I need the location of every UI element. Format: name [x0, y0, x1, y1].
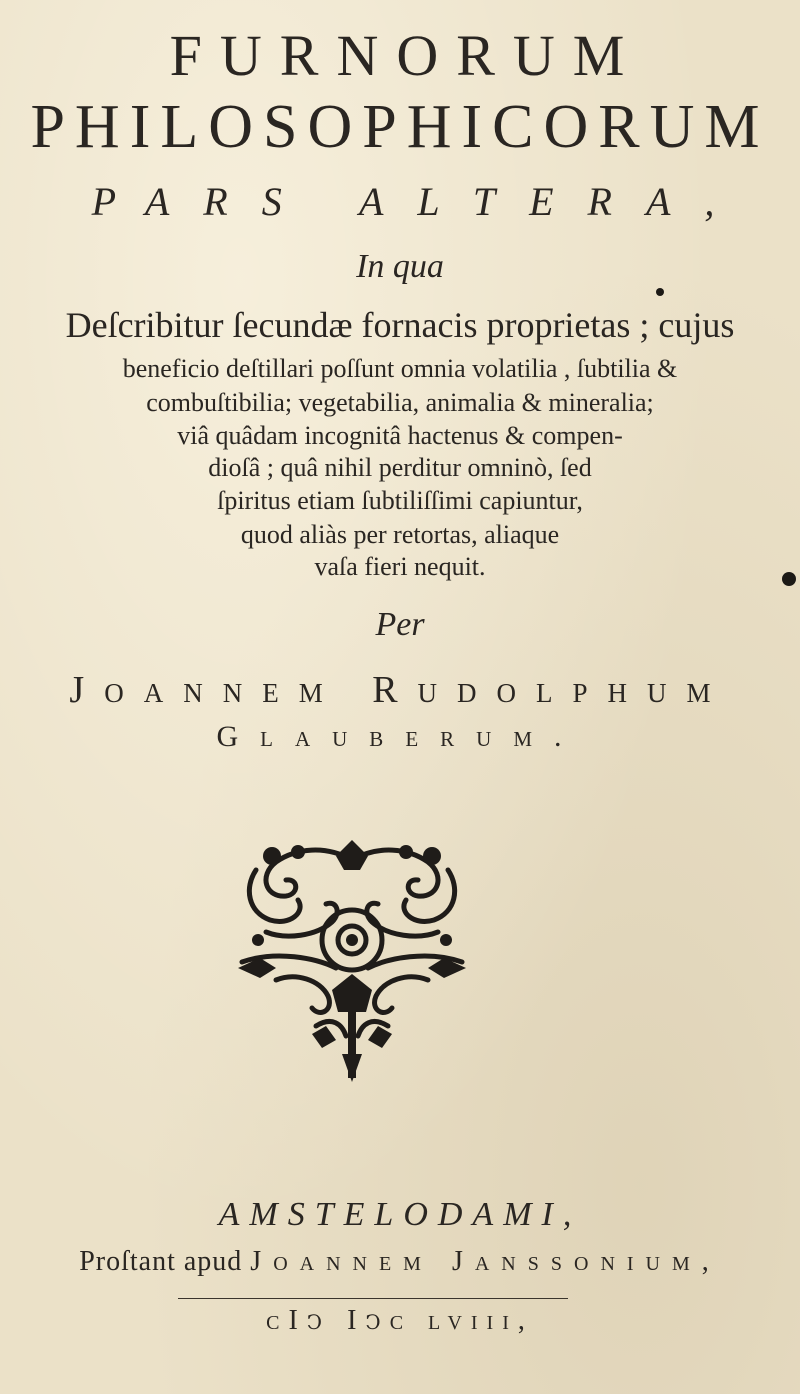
description-line-2: beneficio deſtillari poſſunt omnia volatilia , ſubtilia & — [122, 354, 678, 383]
byline-per: Per — [375, 606, 425, 643]
title-line-pars-altera: PARS ALTERA, — [91, 179, 749, 224]
imprint-prefix: Proſtant apud — [79, 1246, 243, 1277]
description-line-1: Deſcribitur ſecundæ fornacis proprietas ; cujus — [65, 305, 735, 345]
author-name-line-1: Joannem Rudolphum — [69, 669, 731, 711]
imprint-publisher-name: Joannem Janssonium, — [250, 1246, 721, 1277]
ink-speck — [782, 572, 796, 586]
printers-floral-ornament-icon — [236, 840, 468, 1082]
imprint-date: cIↄ Iↄc lviii, — [266, 1305, 534, 1336]
author-name-line-2: Glauberum. — [216, 720, 584, 753]
title-line-in-qua: In qua — [356, 248, 444, 285]
description-line-5: dioſâ ; quâ nihil perditur omninò, ſed — [208, 453, 592, 482]
description-line-3: combuſtibilia; vegetabilia, animalia & mineralia; — [146, 388, 654, 417]
title-line-philosophicorum: PHILOSOPHICORUM — [30, 93, 770, 161]
description-line-7: quod aliàs per retortas, aliaque — [240, 520, 560, 549]
description-line-4: viâ quâdam incognitâ hactenus & compen- — [177, 421, 623, 450]
imprint-city: AMSTELODAMI, — [218, 1196, 582, 1233]
ink-speck — [656, 288, 664, 296]
description-line-6: ſpiritus etiam ſubtiliſſimi capiuntur, — [217, 486, 583, 515]
imprint-publisher-line — [0, 1246, 800, 1278]
description-line-8: vaſa fieri nequit. — [314, 552, 486, 581]
title-line-furnorum: FURNORUM — [169, 23, 643, 88]
imprint-divider-rule — [178, 1298, 568, 1299]
